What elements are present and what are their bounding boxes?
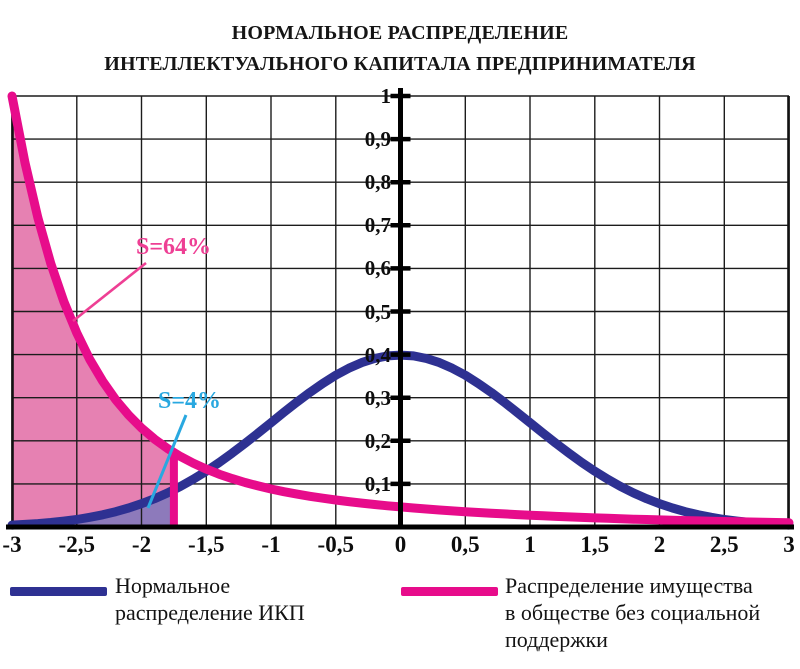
y-tick-label: 0,6 [364,256,391,281]
x-tick-label: -3 [2,532,22,557]
y-tick-label: 0,7 [364,213,391,238]
x-tick-label: 2 [653,532,666,557]
y-tick-label: 0,4 [364,342,391,367]
legend-label [505,572,760,653]
legend-swatch [401,587,498,596]
legend-label-line: поддержки [505,627,608,652]
x-tick-label: 0 [394,532,407,557]
x-tick-label: -2 [131,532,152,557]
chart-title-line1: НОРМАЛЬНОЕ РАСПРЕДЕЛЕНИЕ [231,22,569,44]
legend-label-line: в обществе без социальной [505,600,761,625]
y-tick-label: 0,5 [364,299,391,324]
chart-title-line2: ИНТЕЛЛЕКТУАЛЬНОГО КАПИТАЛА ПРЕДПРИНИМАТЕЛЯ [104,53,696,75]
x-tick-label: -1,5 [188,532,225,557]
legend [0,572,800,669]
y-tick-label: 1 [380,84,391,108]
annotation-s64: S=64% [136,234,212,260]
x-tick-label: 1 [524,532,536,557]
x-tick-label: 0,5 [450,532,480,557]
legend-label-line: распределение ИКП [115,600,305,625]
y-tick-label: 0,8 [364,170,391,195]
legend-label-line: Нормальное [115,573,231,598]
legend-label-line: Распределение имущества [505,573,753,598]
x-tick-label: 2,5 [709,532,739,557]
y-tick-label: 0,3 [364,385,391,410]
x-tick-label: 3 [783,532,795,557]
legend-swatch [10,587,107,596]
legend-label [115,572,305,626]
leader-line-s64 [73,263,146,321]
y-tick-label: 0,1 [364,471,391,496]
x-tick-label: 1,5 [580,532,610,557]
x-tick-label: -2,5 [58,532,95,557]
y-tick-label: 0,2 [364,428,391,453]
x-tick-label: -1 [261,532,281,557]
y-tick-label: 0,9 [364,127,391,152]
x-tick-label: -0,5 [317,532,354,557]
annotation-s4: S=4% [158,388,222,414]
